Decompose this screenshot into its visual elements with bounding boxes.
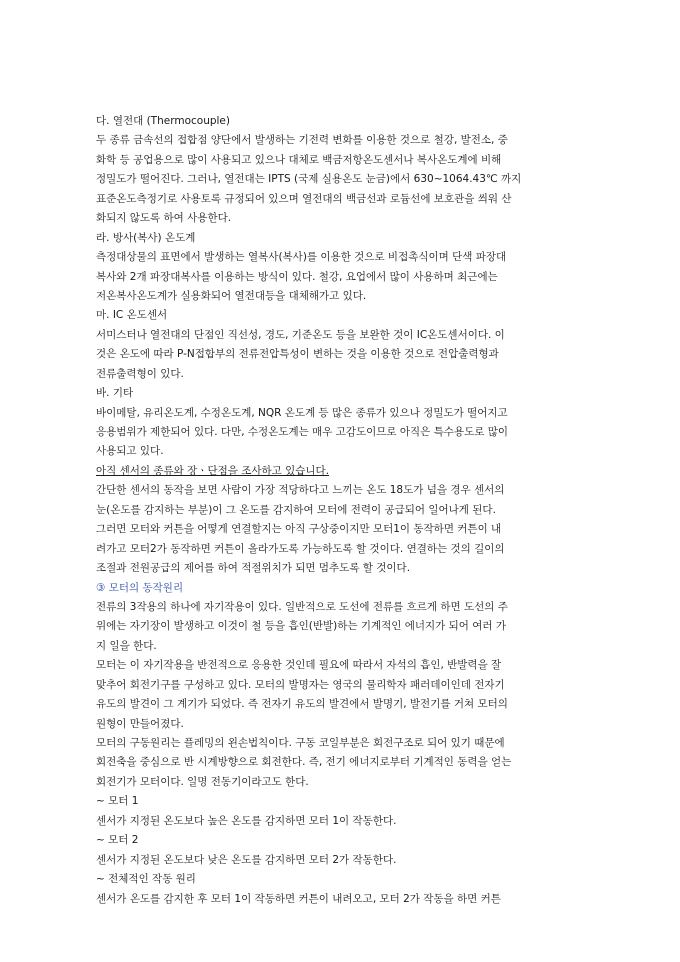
radiation-line: 측정대상물의 표면에서 발생하는 열복사(복사)를 이용한 것으로 비접촉식이며 단색 파장대 bbox=[96, 251, 507, 264]
motor-paragraph-line: 모터의 구동원리는 플레밍의 왼손법칙이다. 구동 코일부분은 회전구조로 되어 있기 때문에 bbox=[96, 737, 505, 749]
others-line: 바이메탈, 유리온도계, 수정온도계, NQR 온도계 등 많은 종류가 있으나 정밀도가 떨어지고 bbox=[96, 406, 508, 419]
radiation-line: 저온복사온도계가 실용화되어 열전대등을 대체해가고 있다. bbox=[96, 289, 367, 302]
section-heading-thermocouple: 다. 열전대 (Thermocouple) bbox=[96, 115, 230, 127]
thermocouple-line: 두 종류 금속선의 접합점 양단에서 발생하는 기전력 변화를 이용한 것으로 철강, 발전소, 중 bbox=[96, 134, 508, 147]
others-line: 응용범위가 제한되어 있다. 다만, 수정온도계는 매우 고감도이므로 아직은 특수용도로 많이 bbox=[96, 426, 509, 438]
section-heading-radiation: 라. 방사(복사) 온도계 bbox=[96, 231, 196, 244]
thermocouple-line: 표준온도측정기로 사용토록 규정되어 있으며 열전대의 백금선과 로듐선에 보호관을 씌워 산 bbox=[96, 192, 512, 205]
ic-sensor-line: 전류출력형이 있다. bbox=[96, 367, 184, 380]
motor-paragraph-line: 원형이 만들어졌다. bbox=[96, 717, 184, 730]
motor-paragraph-line: 회전기가 모터이다. 일명 전동기이라고도 한다. bbox=[96, 775, 309, 788]
motor-list-text: 센서가 지정된 온도보다 낮은 온도를 감지하면 모터 2가 작동한다. bbox=[96, 853, 397, 866]
section-heading-ic-sensor: 마. IC 온도센서 bbox=[96, 309, 168, 322]
research-note: 아직 센서의 종류와 장ㆍ단점을 조사하고 있습니다. bbox=[96, 464, 330, 477]
motor-list-label: ~ 모터 1 bbox=[96, 795, 139, 808]
motor-paragraph-line: 회전축을 중심으로 반 시계방향으로 회전한다. 즉, 전기 에너지로부터 기계적인 동력을 얻는 bbox=[96, 756, 512, 769]
motor-list-label: ~ 전체적인 작동 원리 bbox=[96, 873, 196, 886]
sensor-paragraph-line: 려가고 모터2가 동작하면 커튼이 올라가도록 가능하도록 할 것이다. 연결하는 것의 길이의 bbox=[96, 542, 505, 555]
sensor-paragraph-line: 조절과 전원공급의 제어를 하여 적절위치가 되면 멈추도록 할 것이다. bbox=[96, 562, 411, 575]
sensor-paragraph-line: 간단한 센서의 동작을 보면 사람이 가장 적당하다고 느끼는 온도 18도가 넘을 경우 센서의 bbox=[96, 484, 505, 497]
thermocouple-line: 화되지 않도록 하여 사용한다. bbox=[96, 212, 232, 225]
sensor-paragraph-line: 눈(온도를 감지하는 부분)이 그 온도를 감지하여 모터에 전력이 공급되어 일어나게 된다. bbox=[96, 503, 496, 516]
motor-list-label: ~ 모터 2 bbox=[96, 834, 139, 847]
thermocouple-line: 화학 등 공업용으로 많이 사용되고 있으나 대체로 백금저항온도센서나 복사온도계에 비해 bbox=[96, 153, 502, 166]
motor-paragraph-line: 모터는 이 자기작용을 반전적으로 응용한 것인데 필요에 따라서 자석의 흡인, 반발력을 잘 bbox=[96, 659, 502, 672]
motor-paragraph-line: 지 일을 한다. bbox=[96, 639, 157, 652]
radiation-line: 복사와 2개 파장대복사를 이용하는 방식이 있다. 철강, 요업에서 많이 사용하며 최근에는 bbox=[96, 270, 498, 283]
motor-paragraph-line: 유도의 발견이 그 계기가 되었다. 즉 전자기 유도의 발견에서 발명기, 발전기를 거쳐 모터의 bbox=[96, 698, 508, 711]
others-line: 사용되고 있다. bbox=[96, 445, 164, 458]
thermocouple-line: 정밀도가 떨어진다. 그러나, 열전대는 IPTS (국제 실용온도 눈금)에서 630~1064.43℃ 까지 bbox=[96, 173, 522, 186]
section-heading-motor: ③ 모터의 동작원리 bbox=[96, 581, 184, 594]
motor-paragraph-line: 위에는 자기장이 발생하고 이것이 철 등을 흡인(반발)하는 기계적인 에너지가 되어 여러 가 bbox=[96, 620, 507, 633]
motor-list-text: 센서가 지정된 온도보다 높은 온도를 감지하면 모터 1이 작동한다. bbox=[96, 814, 397, 827]
motor-paragraph-line: 맞추어 회전기구를 구성하고 있다. 모터의 발명자는 영국의 물리학자 패러데이인데 전자기 bbox=[96, 678, 505, 691]
section-heading-others: 바. 기타 bbox=[96, 387, 134, 400]
sensor-paragraph-line: 그러면 모터와 커튼을 어떻게 연결할지는 아직 구상중이지만 모터1이 동작하면 커튼이 내 bbox=[96, 523, 502, 536]
motor-list-text: 센서가 온도를 감지한 후 모터 1이 작동하면 커튼이 내려오고, 모터 2가 작동을 하면 커튼 bbox=[96, 892, 501, 905]
ic-sensor-line: 것은 온도에 따라 P-N접합부의 전류전압특성이 변하는 것을 이용한 것으로 전압출력형과 bbox=[96, 348, 499, 361]
ic-sensor-line: 서미스터나 열전대의 단점인 직선성, 경도, 기준온도 등을 보완한 것이 IC온도센서이다. 이 bbox=[96, 328, 505, 341]
motor-paragraph-line: 전류의 3작용의 하나에 자기작용이 있다. 일반적으로 도선에 전류를 흐르게 하면 도선의 주 bbox=[96, 600, 508, 613]
